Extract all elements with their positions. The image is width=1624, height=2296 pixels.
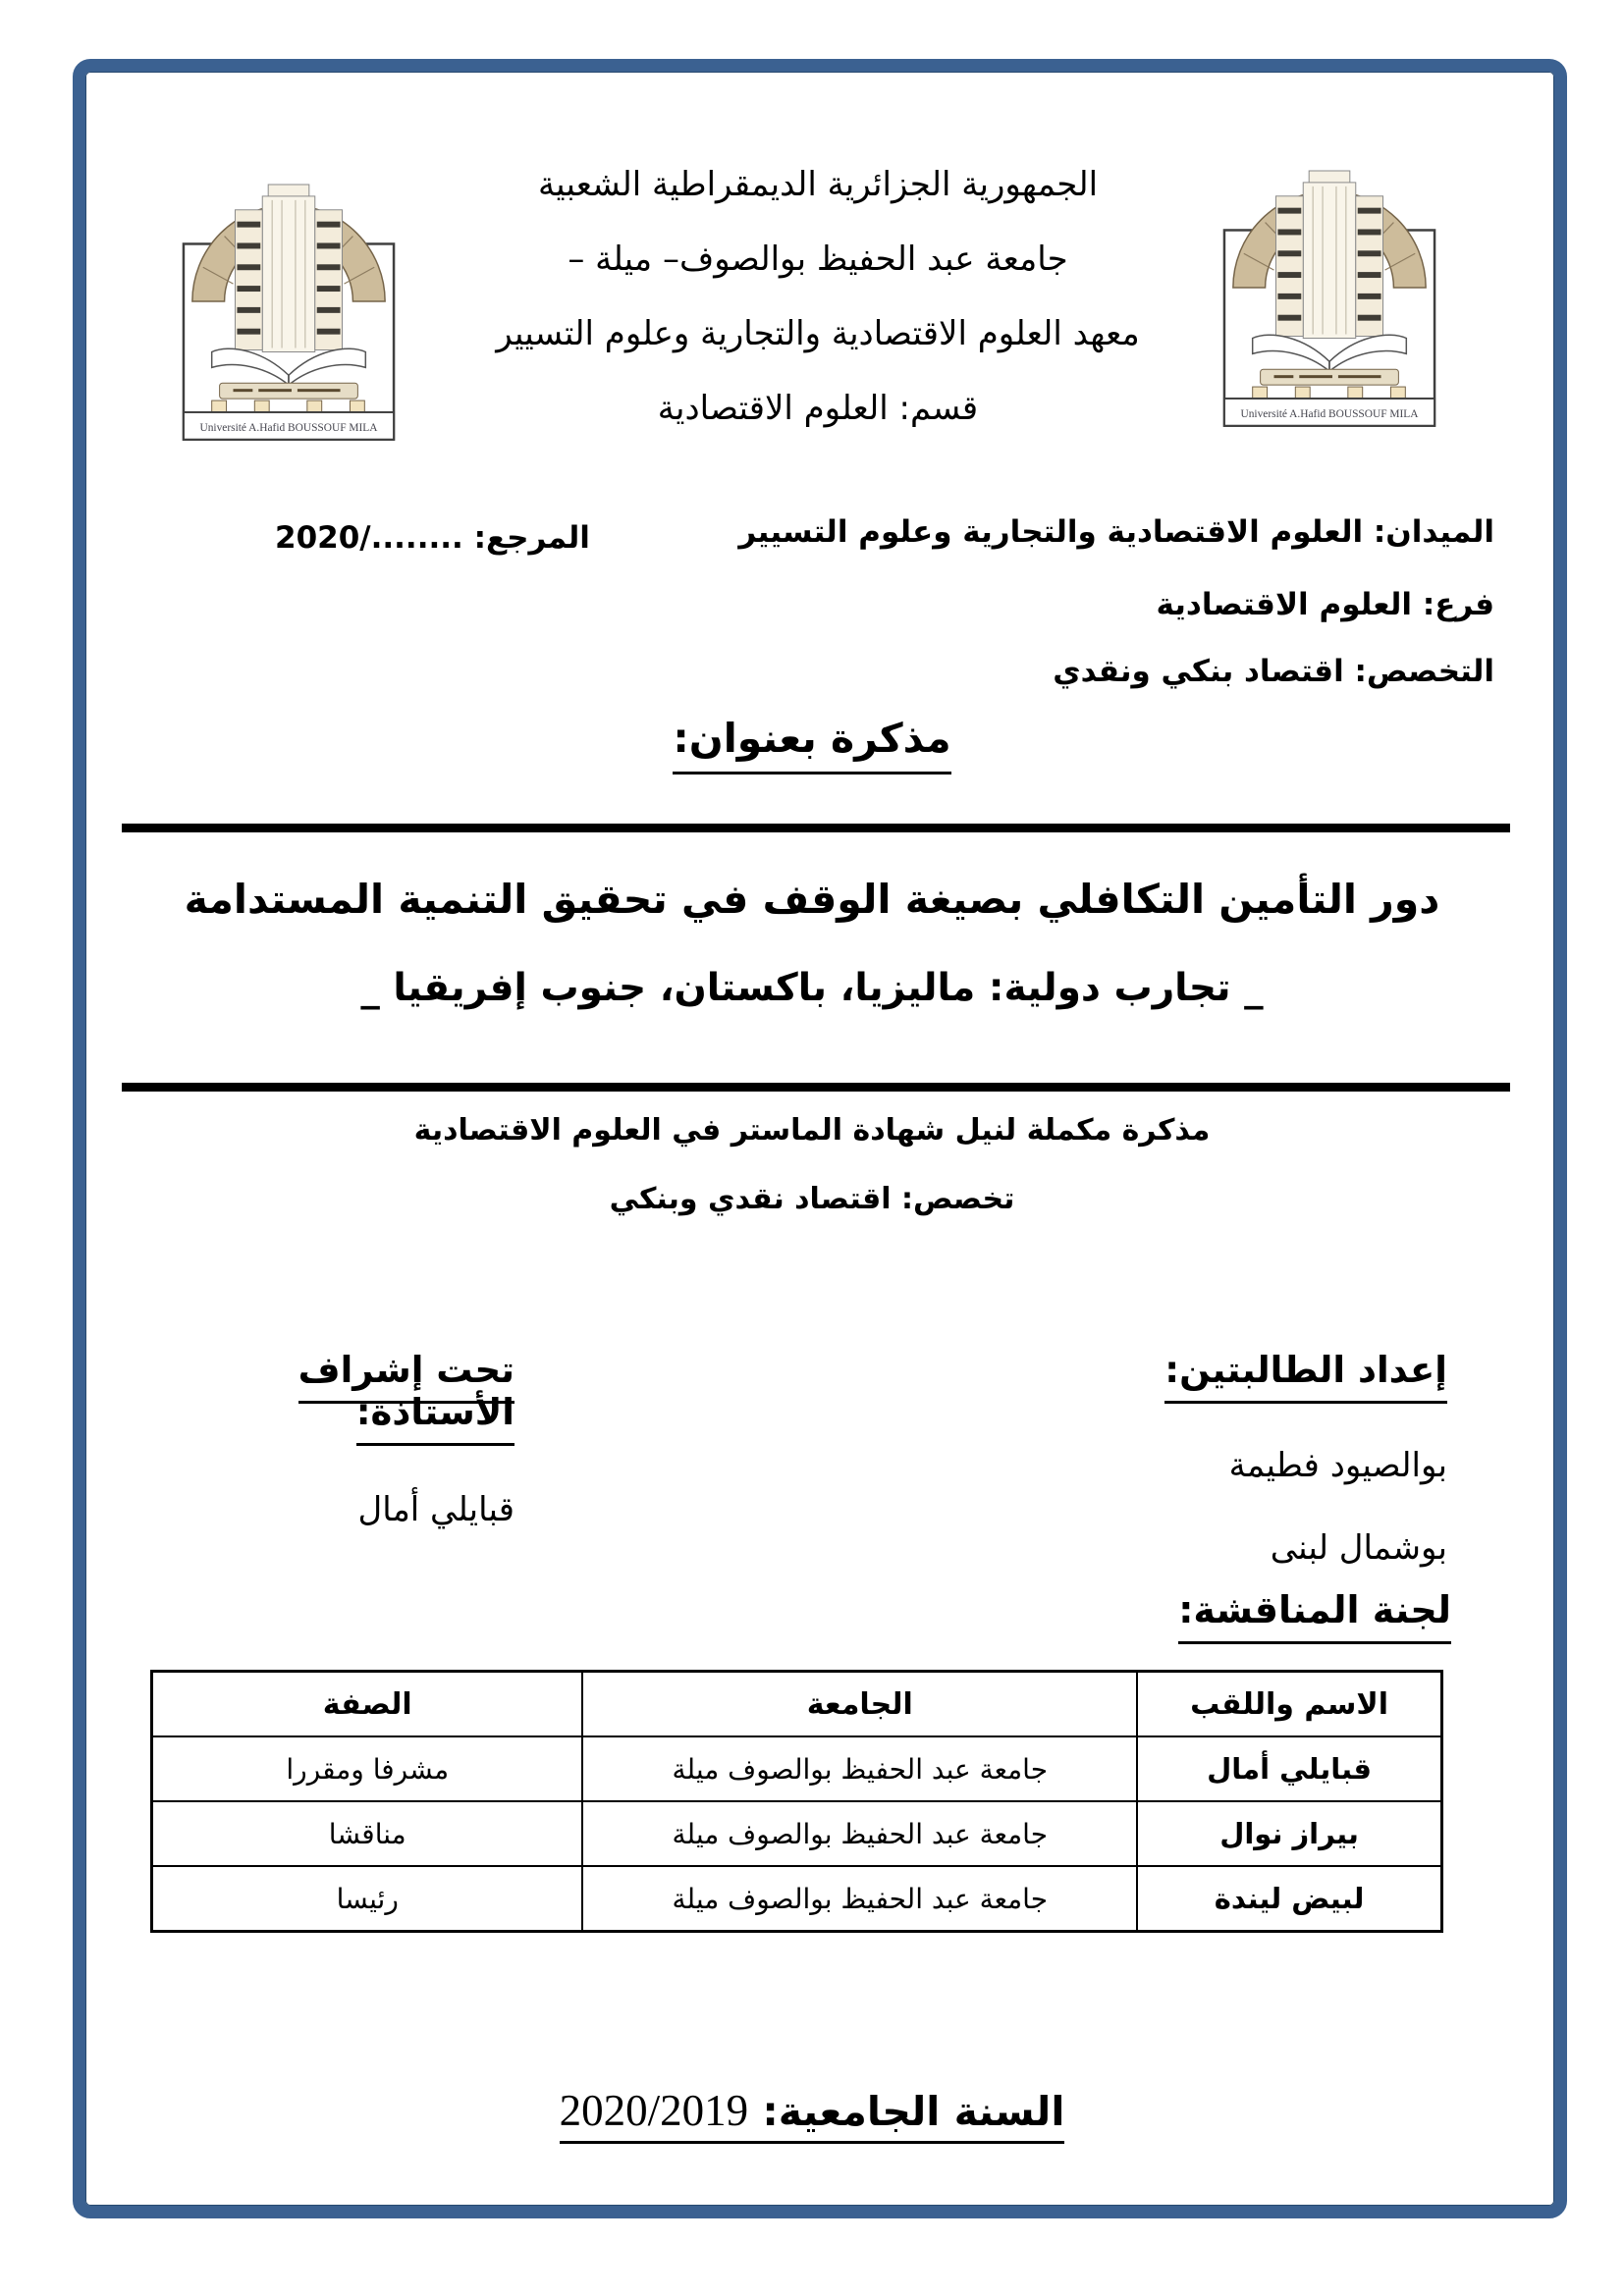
jury-member-name: لبيض ليندة [1137,1866,1441,1932]
jury-member-role: رئيسا [152,1866,583,1932]
column-header-role: الصفة [152,1672,583,1737]
table-row [152,1736,1442,1801]
memo-heading [0,715,1624,762]
supervisor-block [130,1349,514,1529]
thesis-title-line1: دور التأمين التكافلي بصيغة الوقف في تحقيق التنمية المستدامة [184,876,1440,923]
jury-member-university: جامعة عبد الحفيظ بوالصوف ميلة [582,1801,1137,1866]
building-shape [235,185,342,352]
academic-year-text [560,2088,1065,2144]
meta-block [128,514,1494,689]
header-line-department: قسم: العلوم الاقتصادية [657,389,979,428]
header-line-institute: معهد العلوم الاقتصادية والتجارية وعلوم التسيير [496,314,1140,353]
students-block [1164,1349,1447,1568]
banner-text-marks [233,389,340,392]
supervisor-heading-text: تحت إشراف الأستاذة: [298,1349,514,1446]
jury-table-header-row [152,1672,1442,1737]
degree-specialty-line: تخصص: اقتصاد نقدي وبنكي [609,1182,1015,1216]
students-heading [1164,1349,1447,1391]
logo-caption-text: Université A.Hafid BOUSSOUF MILA [1240,407,1419,420]
table-row [152,1801,1442,1866]
field-line: الميدان: العلوم الاقتصادية والتجارية وعلوم التسيير [738,514,1494,550]
academic-year-label: السنة الجامعية: [762,2088,1065,2135]
jury-member-university: جامعة عبد الحفيظ بوالصوف ميلة [582,1866,1137,1932]
academic-year-value: 2020/2019 [559,2086,749,2135]
logo-caption-text: Université A.Hafid BOUSSOUF MILA [199,421,378,434]
supervisor-heading [130,1349,514,1433]
supervisor-name: قبايلي أمال [357,1490,514,1529]
student-name-1: بوالصيود فطيمة [1228,1446,1447,1485]
degree-note-line: مذكرة مكملة لنيل شهادة الماستر في العلوم الاقتصادية [413,1113,1211,1148]
academic-year-line [0,2085,1624,2136]
student-name-2: بوشمال لبنى [1270,1528,1447,1568]
students-heading-text: إعداد الطالبتين: [1164,1349,1447,1404]
title-separator-top [122,824,1510,832]
title-separator-bottom [122,1083,1510,1092]
specialty-line: التخصص: اقتصاد بنكي ونقدي [1053,654,1494,689]
university-logo-right [1218,130,1441,436]
header-line-republic: الجمهورية الجزائرية الديمقراطية الشعبية [537,165,1099,204]
jury-member-role: مشرفا ومقررا [152,1736,583,1801]
branch-line: فرع: العلوم الاقتصادية [1156,587,1494,622]
header-line-university: جامعة عبد الحفيظ بوالصوف– ميلة – [568,240,1068,279]
memo-heading-text: مذكرة بعنوان: [673,715,950,774]
jury-member-role: مناقشا [152,1801,583,1866]
jury-member-name: بيراز نوال [1137,1801,1441,1866]
banner-text-marks [1273,375,1380,378]
jury-member-university: جامعة عبد الحفيظ بوالصوف ميلة [582,1736,1137,1801]
column-header-name: الاسم واللقب [1137,1672,1441,1737]
reference-line: المرجع: ......../2020 [275,520,590,556]
jury-member-name: قبايلي أمال [1137,1736,1441,1801]
building-shape [1275,171,1382,339]
header-text-block [403,147,1233,446]
thesis-title-line2: _ تجارب دولية: ماليزيا، باكستان، جنوب إفريقيا _ [360,966,1264,1010]
column-header-university: الجامعة [582,1672,1137,1737]
university-logo-left [177,143,401,450]
committee-heading-text: لجنة المناقشة: [1178,1588,1451,1644]
table-row [152,1866,1442,1932]
committee-heading [1178,1588,1451,1631]
jury-table [150,1670,1443,1933]
